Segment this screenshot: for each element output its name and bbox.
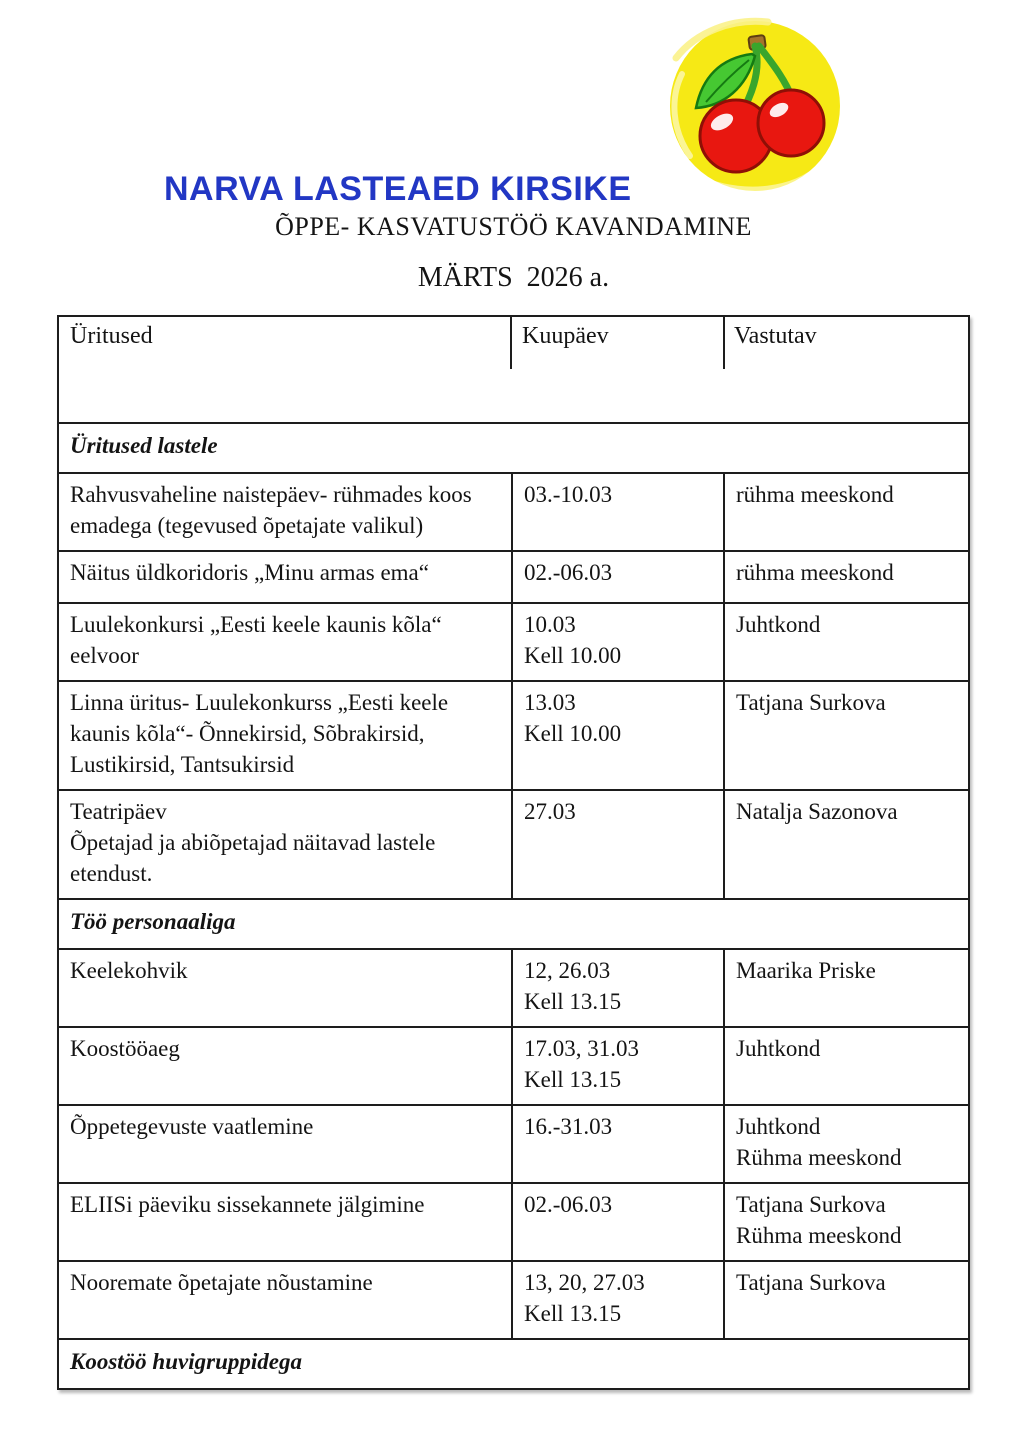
event-cell: Nooremate õpetajate nõustamine <box>70 1270 373 1295</box>
date-cell: 03.-10.03 <box>511 474 723 550</box>
responsible-cell: Maarika Priske <box>723 950 968 1026</box>
section-label: Üritused lastele <box>70 433 218 458</box>
event-cell: Keelekohvik <box>70 958 188 983</box>
date-cell: 12, 26.03 Kell 13.15 <box>511 950 723 1026</box>
table-row <box>59 1026 968 1104</box>
header-column-divider <box>723 317 725 369</box>
date-cell: 17.03, 31.03 Kell 13.15 <box>511 1028 723 1104</box>
page-subtitle: ÕPPE- KASVATUSTÖÖ KAVANDAMINE <box>275 212 752 241</box>
plan-table <box>57 315 970 1390</box>
responsible-cell: rühma meeskond <box>723 474 968 550</box>
cherry-logo-icon <box>652 14 858 198</box>
column-header-date: Kuupäev <box>522 323 609 349</box>
table-row <box>59 680 968 789</box>
section-row <box>59 1338 968 1388</box>
date-cell: 27.03 <box>511 791 723 898</box>
month-year-line: MÄRTS 2026 a. <box>417 262 610 293</box>
event-cell: ELIISi päeviku sissekannete jälgimine <box>70 1192 425 1217</box>
section-label: Koostöö huvigruppidega <box>70 1349 302 1374</box>
responsible-cell: Juhtkond <box>723 604 968 680</box>
table-row <box>59 789 968 898</box>
column-header-responsible: Vastutav <box>734 323 817 349</box>
section-row <box>59 422 968 472</box>
page-title: NARVA LASTEAED KIRSIKE <box>164 170 632 208</box>
table-row <box>59 550 968 602</box>
responsible-cell: Juhtkond Rühma meeskond <box>723 1106 968 1182</box>
event-cell: Õppetegevuste vaatlemine <box>70 1114 314 1139</box>
column-header-events: Üritused <box>70 323 153 349</box>
section-row <box>59 898 968 948</box>
date-cell: 02.-06.03 <box>511 552 723 602</box>
table-row <box>59 948 968 1026</box>
event-cell: Linna üritus- Luulekonkurss „Eesti keele kaunis kõla“- Õnnekirsid, Sõbrakirsid, Lustikirsid, Tantsukirsid <box>70 690 449 777</box>
date-cell: 02.-06.03 <box>511 1184 723 1260</box>
responsible-cell: rühma meeskond <box>723 552 968 602</box>
table-row <box>59 1182 968 1260</box>
event-cell: Koostööaeg <box>70 1036 180 1061</box>
responsible-cell: Tatjana Surkova <box>723 1262 968 1338</box>
section-label: Töö personaaliga <box>70 909 236 934</box>
responsible-cell: Natalja Sazonova <box>723 791 968 898</box>
table-row <box>59 602 968 680</box>
date-cell: 13, 20, 27.03 Kell 13.15 <box>511 1262 723 1338</box>
date-cell: 16.-31.03 <box>511 1106 723 1182</box>
event-cell: Näitus üldkoridoris „Minu armas ema“ <box>70 560 429 585</box>
event-cell: Luulekonkursi „Eesti keele kaunis kõla“ eelvoor <box>70 612 442 668</box>
table-row <box>59 1260 968 1338</box>
responsible-cell: Tatjana Surkova Rühma meeskond <box>723 1184 968 1260</box>
responsible-cell: Juhtkond <box>723 1028 968 1104</box>
event-cell: Teatripäev Õpetajad ja abiõpetajad näitavad lastele etendust. <box>70 799 436 886</box>
responsible-cell: Tatjana Surkova <box>723 682 968 789</box>
date-cell: 13.03 Kell 10.00 <box>511 682 723 789</box>
header-column-divider <box>510 317 512 369</box>
date-cell: 10.03 Kell 10.00 <box>511 604 723 680</box>
table-header-row <box>59 317 968 422</box>
table-body <box>59 422 968 1388</box>
table-row <box>59 472 968 550</box>
table-row <box>59 1104 968 1182</box>
event-cell: Rahvusvaheline naistepäev- rühmades koos emadega (tegevused õpetajate valikul) <box>70 482 472 538</box>
